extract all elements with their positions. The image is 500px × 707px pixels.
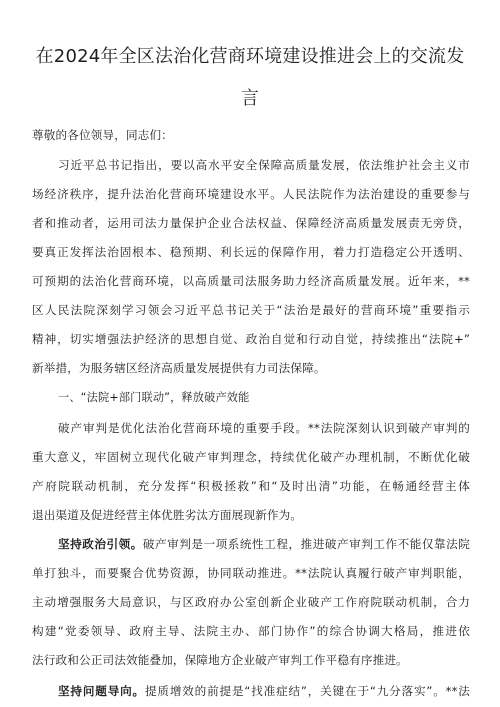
- para-line: 法行政和公正司法效能叠加，保障地方企业破产审判工作平稳有序推进。: [32, 653, 408, 667]
- section-para-line: 退出渠道及促进经营主体优胜劣汰方面展现新作为。: [32, 508, 303, 522]
- intro-line: 精神，切实增强法护经济的思想自觉、政治自觉和行动自觉，持续推出“法院+”: [32, 332, 470, 346]
- para-line: 主动增强服务大局意识，与区政府办公室创新企业破产工作府院联动机制，合力: [32, 595, 470, 609]
- intro-line: 场经济秩序，提升法治化营商环境建设水平。人民法院作为法治建设的重要参与: [32, 187, 470, 201]
- para-text: 提质增效的前提是“找准症结”，关键在于“九分落实”。**法: [144, 684, 470, 698]
- para-first-line: [58, 537, 470, 551]
- section-para-line: 重大意义，牢固树立现代化破产审判理念，持续优化破产办理机制，不断优化破: [32, 450, 470, 464]
- title-line-1: 在2024年全区法治化营商环境建设推进会上的交流发: [35, 46, 465, 67]
- intro-line: 者和推动者，运用司法力量保护企业合法权益、保障经济高质量发展责无旁贷，: [32, 216, 470, 230]
- title-line-2: 言: [240, 88, 260, 109]
- intro-line: 要真正发挥法治固根本、稳预期、利长远的保障作用，着力打造稳定公开透明、: [32, 245, 470, 259]
- para-line: 单打独斗，而要聚合优势资源，协同联动推进。**法院认真履行破产审判职能，: [32, 566, 470, 580]
- intro-line: 可预期的法治化营商环境，以高质量司法服务助力经济高质量发展。近年来，**: [32, 274, 470, 288]
- section-para-line: 破产审判是优化法治化营商环境的重要手段。**法院深刻认识到破产审判的: [58, 421, 470, 435]
- document-title: [20, 36, 480, 120]
- para-line: 构建“党委领导、政府主导、法院主办、部门协作”的综合协调大格局，推进依: [32, 624, 470, 638]
- intro-line: 习近平总书记指出，要以高水平安全保障高质量发展，依法维护社会主义市: [58, 158, 470, 172]
- para-text: 破产审判是一项系统性工程，推进破产审判工作不能仅靠法院: [142, 537, 470, 551]
- para-lead: 坚持问题导向。: [58, 684, 145, 698]
- section-heading: 一、“法院+部门联动”，释放破产效能: [58, 391, 250, 404]
- intro-line: 区人民法院深刻学习领会习近平总书记关于“法治是最好的营商环境”重要指示: [32, 303, 470, 317]
- section-para-line: 产府院联动机制，充分发挥“积极拯救”和“及时出清”功能，在畅通经营主体: [32, 479, 470, 493]
- salutation: 尊敬的各位领导，同志们：: [32, 128, 173, 142]
- para-first-line: [58, 684, 470, 698]
- intro-line: 新举措，为服务辖区经济高质量发展提供有力司法保障。: [32, 361, 326, 375]
- para-lead: 坚持政治引领。: [58, 537, 143, 551]
